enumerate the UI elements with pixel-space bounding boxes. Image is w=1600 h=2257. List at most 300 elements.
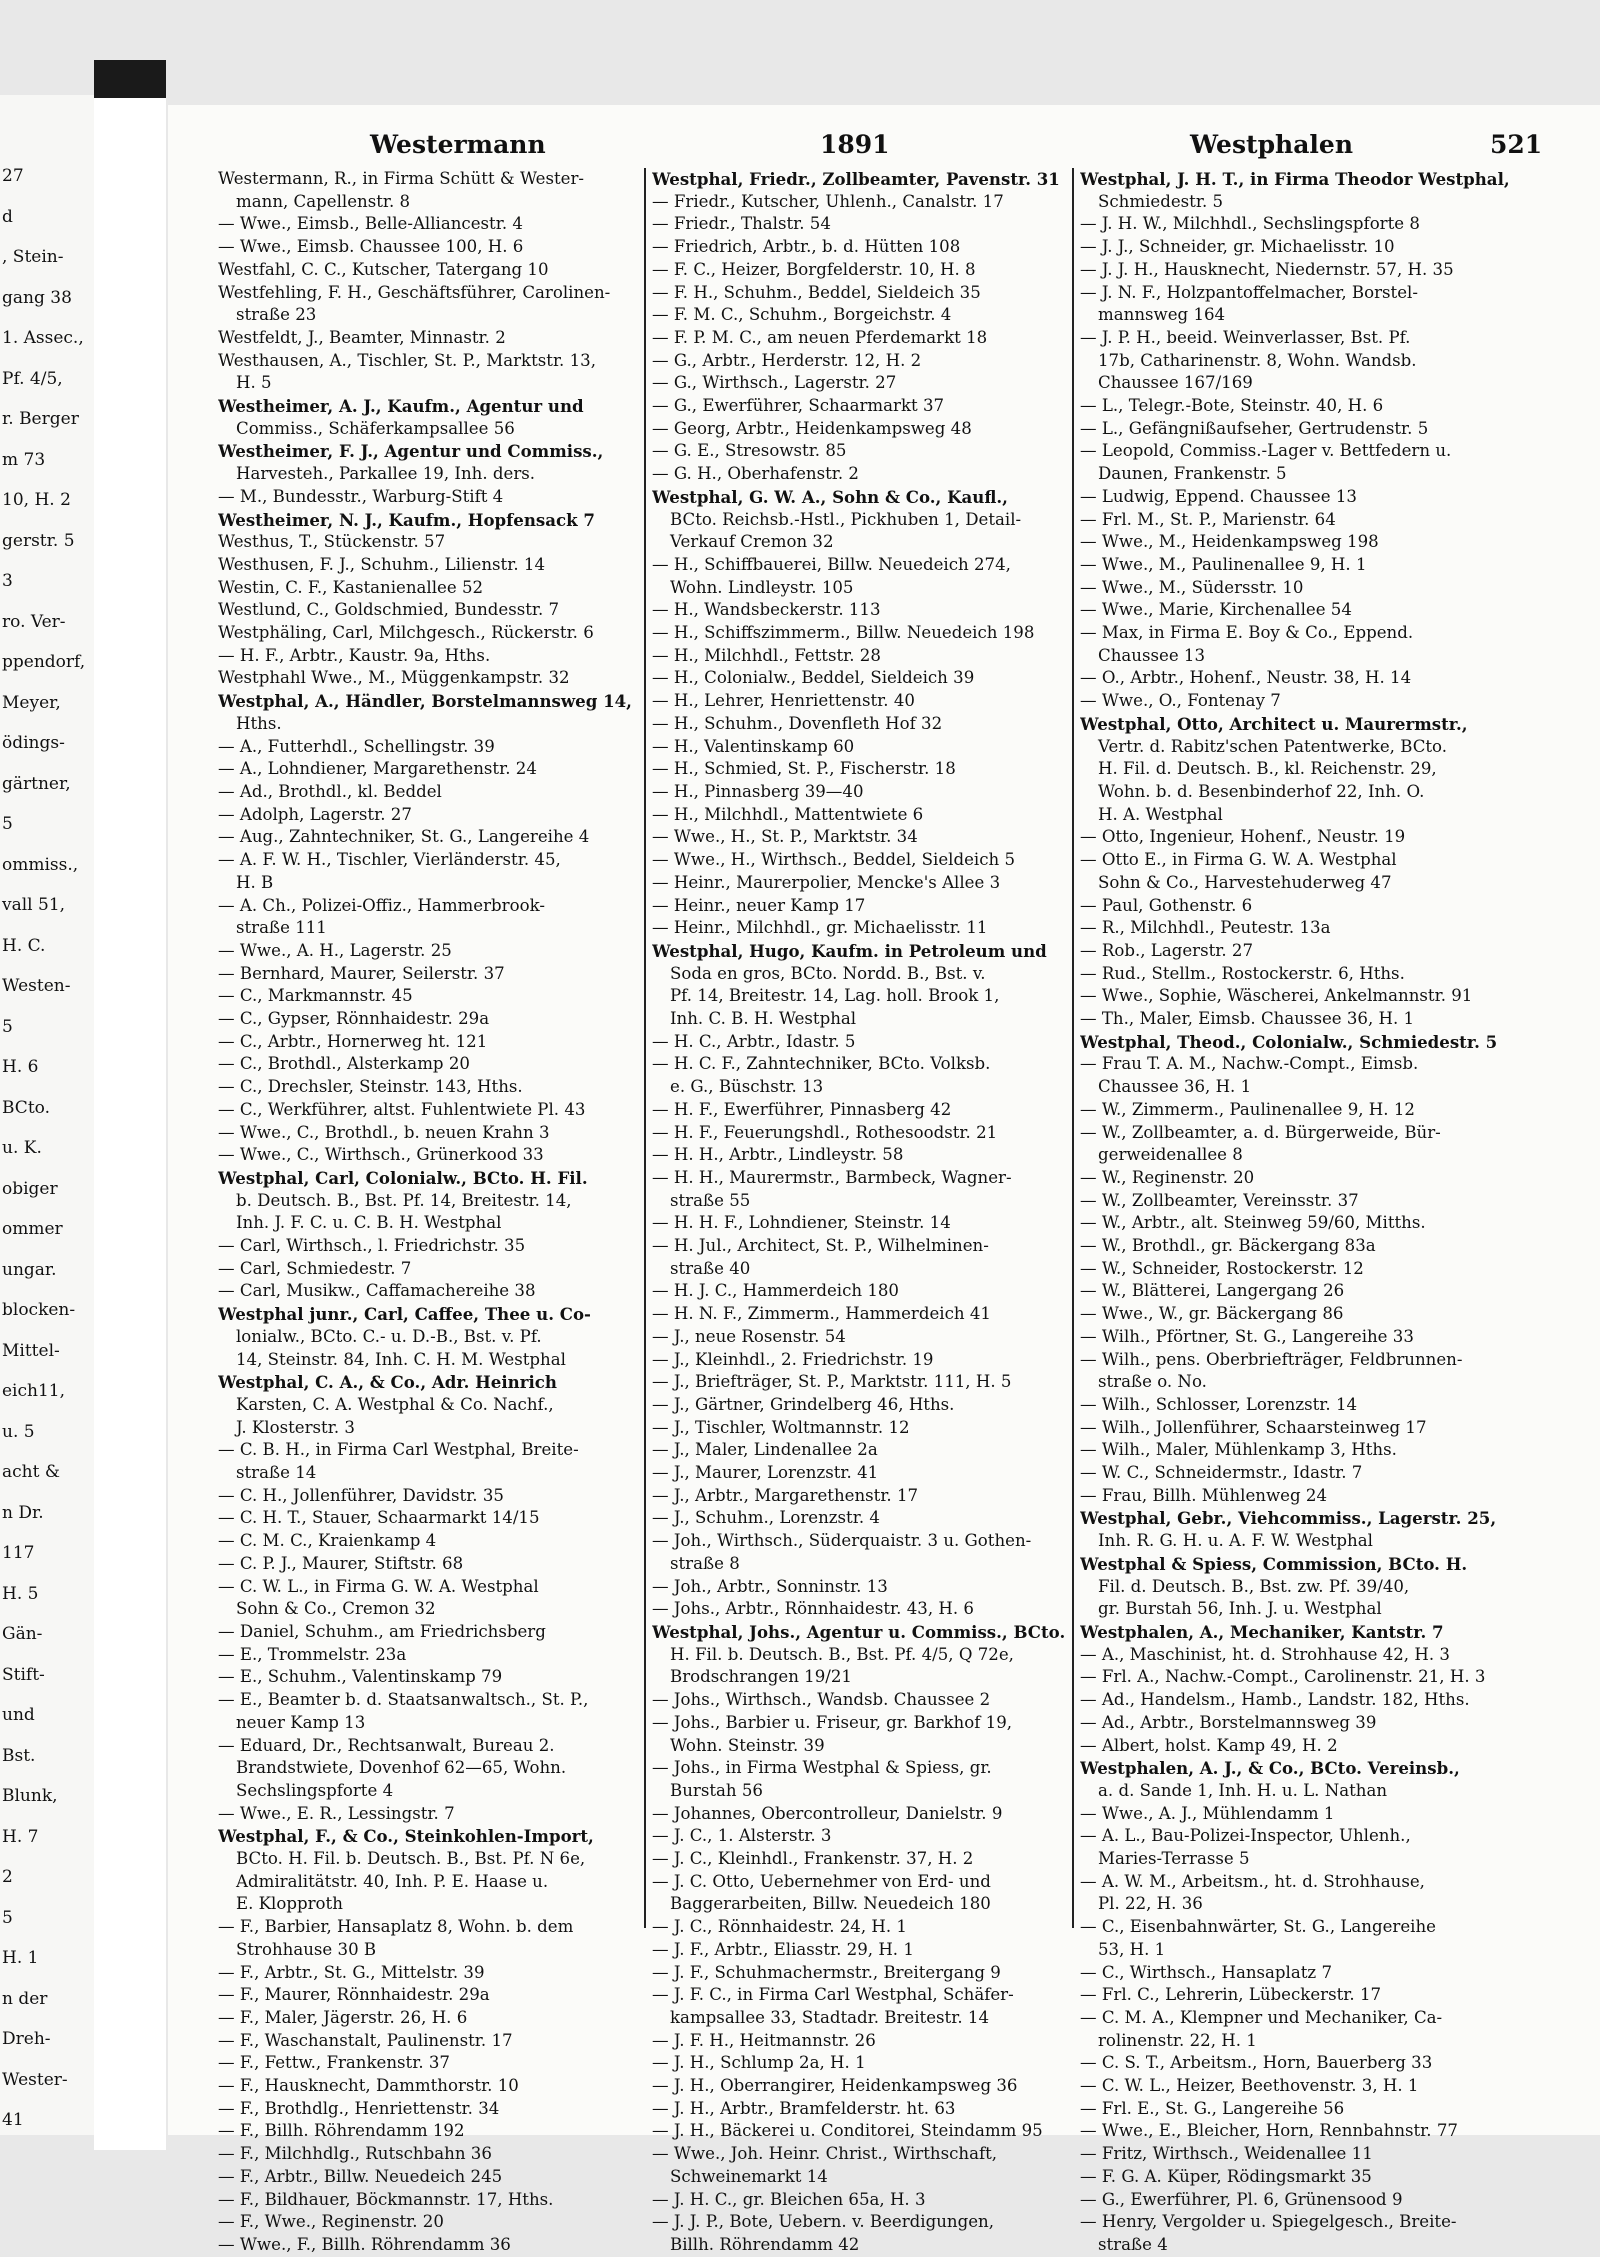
- directory-entry-line: Westphal, Gebr., Viehcommiss., Lagerstr. 25,: [1080, 1508, 1497, 1529]
- directory-entry-line: — Heinr., Maurerpolier, Mencke's Allee 3: [652, 872, 1001, 892]
- directory-entry-line: — H., Valentinskamp 60: [652, 736, 855, 756]
- left-page-text-fragment: ödings-: [2, 733, 65, 753]
- left-page-text-fragment: 10, H. 2: [2, 490, 71, 510]
- directory-entry-line: — F., Wwe., Reginenstr. 20: [218, 2212, 444, 2232]
- directory-entry-line: — Wwe., Eimsb., Belle-Alliancestr. 4: [218, 214, 523, 234]
- directory-entry-line: 14, Steinstr. 84, Inh. C. H. M. Westphal: [236, 1349, 566, 1369]
- directory-entry-line: Westphal, Johs., Agentur u. Commiss., BCto.: [652, 1622, 1066, 1642]
- directory-entry-line: — C., Markmannstr. 45: [218, 986, 413, 1006]
- directory-entry-line: — A. F. W. H., Tischler, Vierländerstr. 45,: [218, 850, 561, 870]
- directory-entry-line: — Wwe., E. R., Lessingstr. 7: [218, 1803, 455, 1823]
- directory-entry-line: — H., Milchhdl., Mattentwiete 6: [652, 804, 924, 824]
- left-page-text-fragment: Bst.: [2, 1745, 36, 1766]
- directory-entry-line: — J., Maurer, Lorenzstr. 41: [652, 1463, 879, 1483]
- directory-entry-line: Vertr. d. Rabitz'schen Patentwerke, BCto.: [1098, 736, 1448, 756]
- directory-entry-line: Westphal, Hugo, Kaufm. in Petroleum und: [652, 940, 1047, 961]
- directory-entry-line: Westphal, Carl, Colonialw., BCto. H. Fil.: [218, 1167, 588, 1188]
- left-page-text-fragment: n Dr.: [2, 1502, 44, 1523]
- directory-entry-line: Westphalen, A. J., & Co., BCto. Vereinsb.,: [1080, 1758, 1460, 1779]
- directory-entry-line: — H., Wandsbeckerstr. 113: [652, 600, 881, 620]
- directory-entry-line: — Leopold, Commiss.-Lager v. Bettfedern u.: [1080, 441, 1452, 461]
- left-page-text-fragment: 3: [2, 571, 13, 591]
- left-page-text-fragment: gerstr. 5: [2, 530, 75, 551]
- directory-entry-line: a. d. Sande 1, Inh. H. u. L. Nathan: [1098, 1780, 1388, 1800]
- directory-entry-line: Westphal, J. H. T., in Firma Theodor Westphal,: [1080, 169, 1510, 189]
- directory-entry-line: Westphal, Friedr., Zollbeamter, Pavenstr. 31: [652, 169, 1060, 189]
- directory-entry-line: Daunen, Frankenstr. 5: [1098, 464, 1287, 484]
- directory-entry-line: — Wwe., F., Billh. Röhrendamm 36: [218, 2234, 511, 2254]
- directory-entry-line: — C., Brothdl., Alsterkamp 20: [218, 1054, 470, 1074]
- header-left-catchword: Westermann: [370, 130, 546, 159]
- directory-entry-line: — H. F., Feuerungshdl., Rothesoodstr. 21: [652, 1122, 998, 1142]
- directory-entry-line: Westphal, Theod., Colonialw., Schmiedestr. 5: [1080, 1031, 1498, 1052]
- directory-entry-line: — Wilh., pens. Oberbriefträger, Feldbrunnen-: [1080, 1349, 1463, 1369]
- directory-entry-line: — Daniel, Schuhm., am Friedrichsberg: [218, 1622, 546, 1641]
- directory-entry-line: — C., Drechsler, Steinstr. 143, Hths.: [218, 1077, 523, 1097]
- directory-entry-line: 53, H. 1: [1098, 1939, 1166, 1959]
- directory-entry-line: — J. J. P., Bote, Uebern. v. Beerdigungen,: [652, 2212, 995, 2232]
- directory-entry-line: Inh. R. G. H. u. A. F. W. Westphal: [1098, 1531, 1373, 1551]
- directory-entry-line: Pl. 22, H. 36: [1098, 1894, 1203, 1914]
- directory-entry-line: — F. M. C., Schuhm., Borgeichstr. 4: [652, 305, 952, 325]
- directory-entry-line: — H., Lehrer, Henriettenstr. 40: [652, 691, 915, 711]
- directory-entry-line: — H., Schuhm., Dovenfleth Hof 32: [652, 713, 943, 733]
- directory-entry-line: — Th., Maler, Eimsb. Chaussee 36, H. 1: [1080, 1009, 1415, 1029]
- directory-entry-line: — Wwe., H., St. P., Marktstr. 34: [652, 827, 918, 847]
- directory-entry-line: — A. Ch., Polizei-Offiz., Hammerbrook-: [218, 895, 545, 915]
- left-page-text-fragment: gärtner,: [2, 773, 71, 794]
- directory-entry-line: — Paul, Gothenstr. 6: [1080, 895, 1253, 915]
- directory-entry-line: Westphahl Wwe., M., Müggenkampstr. 32: [218, 668, 570, 688]
- directory-entry-line: — F. C., Heizer, Borgfelderstr. 10, H. 8: [652, 259, 976, 279]
- directory-entry-line: straße 4: [1098, 2234, 1168, 2254]
- directory-entry-line: — Johs., in Firma Westphal & Spiess, gr.: [652, 1758, 992, 1778]
- directory-entry-line: — W., Zollbeamter, a. d. Bürgerweide, Bür-: [1080, 1122, 1441, 1142]
- directory-entry-line: — J. H., Schlump 2a, H. 1: [652, 2053, 866, 2073]
- directory-entry-line: — J. F., Arbtr., Eliasstr. 29, H. 1: [652, 1939, 914, 1959]
- directory-entry-line: — Wilh., Pförtner, St. G., Langereihe 33: [1080, 1326, 1414, 1346]
- directory-entry-line: Westphal junr., Carl, Caffee, Thee u. Co-: [218, 1304, 591, 1325]
- directory-entry-line: rolinenstr. 22, H. 1: [1098, 2030, 1257, 2050]
- directory-entry-line: Westphal, F., & Co., Steinkohlen-Import,: [218, 1826, 594, 1847]
- directory-entry-line: — Wwe., Joh. Heinr. Christ., Wirthschaft,: [652, 2144, 998, 2164]
- directory-entry-line: Westhus, T., Stückenstr. 57: [218, 532, 446, 552]
- directory-entry-line: — Adolph, Lagerstr. 27: [218, 804, 412, 824]
- directory-entry-line: — Rob., Lagerstr. 27: [1080, 940, 1254, 960]
- directory-entry-line: Sohn & Co., Harvestehuderweg 47: [1098, 872, 1392, 892]
- directory-entry-line: — Ludwig, Eppend. Chaussee 13: [1080, 486, 1357, 506]
- spine-shadow-bar: [94, 60, 166, 98]
- directory-entry-line: — Ad., Arbtr., Borstelmannsweg 39: [1080, 1712, 1377, 1732]
- left-page-text-fragment: ungar.: [2, 1259, 57, 1280]
- directory-entry-line: — G. H., Oberhafenstr. 2: [652, 464, 859, 484]
- left-page-text-fragment: 27: [2, 166, 24, 186]
- directory-entry-line: gerweidenallee 8: [1098, 1145, 1243, 1165]
- directory-entry-line: — W., Reginenstr. 20: [1080, 1167, 1255, 1187]
- directory-entry-line: Verkauf Cremon 32: [670, 532, 834, 552]
- directory-entry-line: Brodschrangen 19/21: [670, 1667, 852, 1687]
- directory-entry-line: BCto. H. Fil. b. Deutsch. B., Bst. Pf. N 6e,: [236, 1849, 586, 1869]
- left-page-text-fragment: Blunk,: [2, 1786, 58, 1806]
- directory-entry-line: Harvesteh., Parkallee 19, Inh. ders.: [236, 464, 536, 484]
- directory-entry-line: — J., Maler, Lindenallee 2a: [652, 1440, 878, 1460]
- directory-entry-line: Westhusen, F. J., Schuhm., Lilienstr. 14: [218, 554, 546, 574]
- directory-entry-line: — W., Zimmerm., Paulinenallee 9, H. 12: [1080, 1099, 1415, 1119]
- directory-entry-line: — Johs., Barbier u. Friseur, gr. Barkhof 19,: [652, 1712, 1013, 1732]
- directory-entry-line: — Wwe., M., Paulinenallee 9, H. 1: [1080, 554, 1367, 574]
- directory-entry-line: straße 23: [236, 305, 317, 325]
- directory-entry-line: — Wwe., Sophie, Wäscherei, Ankelmannstr. 91: [1080, 986, 1473, 1006]
- directory-entry-line: b. Deutsch. B., Bst. Pf. 14, Breitestr. 14,: [236, 1190, 572, 1210]
- directory-entry-line: — H. N. F., Zimmerm., Hammerdeich 41: [652, 1304, 991, 1324]
- directory-entry-line: — F., Brothdlg., Henriettenstr. 34: [218, 2098, 500, 2118]
- directory-entry-line: — E., Schuhm., Valentinskamp 79: [218, 1667, 503, 1687]
- directory-entry-line: — F. H., Schuhm., Beddel, Sieldeich 35: [652, 282, 981, 302]
- directory-entry-line: Baggerarbeiten, Billw. Neuedeich 180: [670, 1894, 991, 1914]
- left-page-text-fragment: acht &: [2, 1462, 60, 1482]
- directory-entry-line: — E., Beamter b. d. Staatsanwaltsch., St. P.,: [218, 1690, 589, 1710]
- directory-entry-line: — Wwe., O., Fontenay 7: [1080, 691, 1281, 711]
- directory-entry-line: — J., Arbtr., Margarethenstr. 17: [652, 1485, 919, 1505]
- directory-entry-line: — C. P. J., Maurer, Stiftstr. 68: [218, 1553, 464, 1573]
- directory-entry-line: Sohn & Co., Cremon 32: [236, 1599, 436, 1619]
- directory-entry-line: Sechslingspforte 4: [236, 1780, 394, 1800]
- directory-entry-line: — Fritz, Wirthsch., Weidenallee 11: [1080, 2144, 1373, 2164]
- directory-entry-line: H. Fil. b. Deutsch. B., Bst. Pf. 4/5, Q 72e,: [670, 1644, 1014, 1664]
- directory-entry-line: — O., Arbtr., Hohenf., Neustr. 38, H. 14: [1080, 668, 1412, 688]
- left-page-text-fragment: eich11,: [2, 1381, 66, 1401]
- header-right-catchword: Westphalen: [1190, 130, 1354, 159]
- directory-entry-line: Admiralitätstr. 40, Inh. P. E. Haase u.: [236, 1871, 549, 1891]
- left-page-text-fragment: gang 38: [2, 287, 72, 308]
- directory-entry-line: straße 8: [670, 1553, 740, 1573]
- left-page-text-fragment: , Stein-: [2, 247, 64, 267]
- directory-entry-line: — W., Schneider, Rostockerstr. 12: [1080, 1258, 1364, 1278]
- directory-entry-line: Billh. Röhrendamm 42: [670, 2234, 860, 2254]
- left-page-text-fragment: BCto.: [2, 1097, 50, 1118]
- directory-entry-line: — Johs., Wirthsch., Wandsb. Chaussee 2: [652, 1690, 991, 1710]
- directory-entry-line: Westfahl, C. C., Kutscher, Tatergang 10: [218, 259, 549, 279]
- left-page-text-fragment: obiger: [2, 1178, 58, 1199]
- directory-entry-line: — C. H., Jollenführer, Davidstr. 35: [218, 1485, 504, 1505]
- directory-entry-line: — F., Barbier, Hansaplatz 8, Wohn. b. dem: [218, 1917, 574, 1937]
- directory-entry-line: — G., Arbtr., Herderstr. 12, H. 2: [652, 350, 922, 370]
- directory-entry-line: H. Fil. d. Deutsch. B., kl. Reichenstr. 29,: [1098, 759, 1437, 779]
- directory-entry-line: — A. W. M., Arbeitsm., ht. d. Strohhause,: [1080, 1871, 1425, 1891]
- directory-entry-line: — F., Waschanstalt, Paulinenstr. 17: [218, 2030, 513, 2050]
- directory-entry-line: — Ad., Brothdl., kl. Beddel: [218, 781, 442, 801]
- directory-entry-line: — Wwe., M., Südersstr. 10: [1080, 577, 1304, 597]
- directory-entry-line: mannsweg 164: [1098, 305, 1226, 325]
- directory-entry-line: — Wilh., Maler, Mühlenkamp 3, Hths.: [1080, 1440, 1397, 1460]
- directory-entry-line: Westphal, C. A., & Co., Adr. Heinrich: [218, 1372, 557, 1393]
- directory-entry-line: — H., Schiffszimmerm., Billw. Neuedeich 198: [652, 623, 1035, 643]
- directory-entry-line: — Otto E., in Firma G. W. A. Westphal: [1080, 850, 1397, 870]
- directory-entry-line: — Wwe., C., Brothdl., b. neuen Krahn 3: [218, 1122, 550, 1142]
- column-rule-2: [1072, 168, 1074, 1928]
- directory-entry-line: — Frl. M., St. P., Marienstr. 64: [1080, 509, 1336, 529]
- directory-entry-line: — J. J. H., Hausknecht, Niedernstr. 57, H. 35: [1080, 259, 1454, 279]
- directory-entry-line: Maries-Terrasse 5: [1098, 1849, 1250, 1869]
- directory-entry-line: — F., Maler, Jägerstr. 26, H. 6: [218, 2007, 468, 2027]
- directory-entry-line: — J. C., Kleinhdl., Frankenstr. 37, H. 2: [652, 1849, 974, 1869]
- directory-entry-line: — J. H., Arbtr., Bramfelderstr. ht. 63: [652, 2098, 956, 2118]
- directory-entry-line: — Carl, Schmiedestr. 7: [218, 1258, 412, 1278]
- directory-entry-line: Pf. 14, Breitestr. 14, Lag. holl. Brook 1,: [670, 986, 1000, 1006]
- directory-entry-line: e. G., Büschstr. 13: [670, 1077, 824, 1097]
- directory-entry-line: — J. F. C., in Firma Carl Westphal, Schäfer-: [652, 1985, 1014, 2005]
- directory-entry-line: straße o. No.: [1098, 1372, 1207, 1392]
- directory-entry-line: Schweinemarkt 14: [670, 2166, 828, 2186]
- directory-entry-line: — Bernhard, Maurer, Seilerstr. 37: [218, 963, 505, 983]
- directory-entry-line: — Wwe., A. H., Lagerstr. 25: [218, 940, 452, 960]
- directory-entry-line: — H., Schiffbauerei, Billw. Neuedeich 274,: [652, 554, 1011, 574]
- directory-entry-line: Westphal, A., Händler, Borstelmannsweg 14,: [218, 691, 632, 712]
- directory-entry-line: — F., Fettw., Frankenstr. 37: [218, 2053, 450, 2073]
- directory-entry-line: 17b, Catharinenstr. 8, Wohn. Wandsb.: [1098, 350, 1417, 370]
- directory-entry-line: Wohn. Steinstr. 39: [670, 1735, 825, 1755]
- directory-entry-line: BCto. Reichsb.-Hstl., Pickhuben 1, Detail-: [670, 509, 1022, 529]
- left-page-text-fragment: m 73: [2, 449, 46, 470]
- directory-entry-line: straße 40: [670, 1258, 751, 1278]
- directory-column-1: [218, 168, 640, 2257]
- directory-column-2: [652, 168, 1070, 2257]
- directory-entry-line: — H. C. F., Zahntechniker, BCto. Volksb.: [652, 1054, 991, 1074]
- directory-entry-line: — F., Milchhdlg., Rutschbahn 36: [218, 2144, 492, 2164]
- directory-entry-line: — J. F., Schuhmachermstr., Breitergang 9: [652, 1962, 1001, 1982]
- left-page-text-fragment: H. 6: [2, 1057, 39, 1077]
- directory-entry-line: Westfehling, F. H., Geschäftsführer, Carolinen-: [218, 282, 611, 302]
- directory-entry-line: — Ad., Handelsm., Hamb., Landstr. 182, Hths.: [1080, 1690, 1470, 1710]
- left-page-text-fragment: 1. Assec.,: [2, 328, 84, 348]
- directory-entry-line: — F., Hausknecht, Dammthorstr. 10: [218, 2076, 519, 2096]
- directory-entry-line: — H. F., Arbtr., Kaustr. 9a, Hths.: [218, 645, 491, 665]
- directory-entry-line: — Frau, Billh. Mühlenweg 24: [1080, 1485, 1328, 1505]
- left-page-text-fragment: H. 1: [2, 1948, 39, 1968]
- directory-entry-line: Fil. d. Deutsch. B., Bst. zw. Pf. 39/40,: [1098, 1576, 1410, 1596]
- directory-entry-line: straße 111: [236, 918, 327, 938]
- directory-entry-line: — C., Eisenbahnwärter, St. G., Langereihe: [1080, 1917, 1436, 1937]
- directory-entry-line: Westfeldt, J., Beamter, Minnastr. 2: [218, 327, 506, 347]
- directory-entry-line: — Wwe., C., Wirthsch., Grünerkood 33: [218, 1145, 544, 1165]
- directory-entry-line: — Otto, Ingenieur, Hohenf., Neustr. 19: [1080, 827, 1406, 847]
- left-page-text-fragment: u. 5: [2, 1421, 35, 1442]
- directory-entry-line: Burstah 56: [670, 1780, 763, 1800]
- directory-entry-line: Brandstwiete, Dovenhof 62—65, Wohn.: [236, 1758, 567, 1778]
- left-page-text-fragment: Gän-: [2, 1624, 43, 1644]
- directory-entry-line: — H. F., Ewerführer, Pinnasberg 42: [652, 1099, 952, 1119]
- directory-entry-line: — J., Briefträger, St. P., Marktstr. 111, H. 5: [652, 1372, 1012, 1392]
- directory-entry-line: — J., neue Rosenstr. 54: [652, 1326, 846, 1346]
- directory-entry-line: Westphäling, Carl, Milchgesch., Rückerstr. 6: [218, 623, 594, 643]
- directory-entry-line: — Friedr., Thalstr. 54: [652, 214, 831, 234]
- left-page-text-fragment: Stift-: [2, 1664, 45, 1685]
- directory-entry-line: — Aug., Zahntechniker, St. G., Langereihe 4: [218, 827, 590, 847]
- directory-entry-line: — J. C., 1. Alsterstr. 3: [652, 1826, 832, 1846]
- directory-entry-line: — Wwe., W., gr. Bäckergang 86: [1080, 1304, 1344, 1324]
- directory-entry-line: — H., Pinnasberg 39—40: [652, 781, 864, 801]
- directory-entry-line: — C. B. H., in Firma Carl Westphal, Breite-: [218, 1440, 579, 1460]
- directory-entry-line: — F. P. M. C., am neuen Pferdemarkt 18: [652, 327, 988, 347]
- directory-entry-line: — Wwe., Eimsb. Chaussee 100, H. 6: [218, 237, 524, 257]
- directory-entry-line: Westheimer, A. J., Kaufm., Agentur und: [218, 396, 584, 417]
- directory-entry-line: — J. P. H., beeid. Weinverlasser, Bst. Pf.: [1080, 327, 1411, 347]
- directory-entry-line: — Heinr., neuer Kamp 17: [652, 895, 866, 915]
- directory-column-3: [1080, 168, 1516, 2257]
- directory-entry-line: — J., Schuhm., Lorenzstr. 4: [652, 1508, 880, 1528]
- directory-entry-line: — Friedr., Kutscher, Uhlenh., Canalstr. 17: [652, 191, 1004, 211]
- directory-entry-line: — J. H., Oberrangirer, Heidenkampsweg 36: [652, 2076, 1018, 2096]
- directory-entry-line: — A. L., Bau-Polizei-Inspector, Uhlenh.,: [1080, 1826, 1411, 1846]
- directory-entry-line: — F., Arbtr., Billw. Neuedeich 245: [218, 2166, 503, 2186]
- directory-entry-line: — H. J. C., Hammerdeich 180: [652, 1281, 899, 1301]
- directory-entry-line: — W., Brothdl., gr. Bäckergang 83a: [1080, 1236, 1376, 1256]
- directory-entry-line: — G., Ewerführer, Schaarmarkt 37: [652, 396, 945, 416]
- directory-entry-line: straße 55: [670, 1190, 751, 1210]
- directory-entry-line: — G. E., Stresowstr. 85: [652, 441, 847, 461]
- left-page-text-fragment: H. 5: [2, 1583, 39, 1604]
- directory-entry-line: — C. M. A., Klempner und Mechaniker, Ca-: [1080, 2007, 1443, 2027]
- directory-entry-line: — Johannes, Obercontrolleur, Danielstr. 9: [652, 1803, 1003, 1823]
- directory-entry-line: Westermann, R., in Firma Schütt & Wester-: [218, 169, 585, 188]
- directory-entry-line: Hths.: [236, 713, 282, 733]
- directory-entry-line: — F. G. A. Küper, Rödingsmarkt 35: [1080, 2166, 1372, 2186]
- directory-entry-line: — J. C., Rönnhaidestr. 24, H. 1: [652, 1917, 907, 1937]
- left-page-text-fragment: vall 51,: [2, 895, 66, 915]
- directory-entry-line: — Joh., Arbtr., Sonninstr. 13: [652, 1576, 888, 1596]
- directory-entry-line: Strohhause 30 B: [236, 1939, 377, 1959]
- directory-entry-line: — C. M. C., Kraienkamp 4: [218, 1531, 437, 1551]
- directory-entry-line: — Frl. E., St. G., Langereihe 56: [1080, 2098, 1345, 2118]
- directory-entry-line: — W., Arbtr., alt. Steinweg 59/60, Mitths.: [1080, 1213, 1426, 1233]
- left-page-text-fragment: Westen-: [2, 976, 71, 996]
- left-page-text-fragment: ommer: [2, 1219, 63, 1239]
- left-page-text-fragment: 41: [2, 2110, 24, 2130]
- directory-entry-line: — R., Milchhdl., Peutestr. 13a: [1080, 918, 1331, 938]
- left-page-text-fragment: Dreh-: [2, 2029, 51, 2049]
- directory-entry-line: — Wwe., Marie, Kirchenallee 54: [1080, 600, 1352, 620]
- directory-entry-line: — M., Bundesstr., Warburg-Stift 4: [218, 486, 504, 506]
- directory-entry-line: Commiss., Schäferkampsallee 56: [236, 418, 515, 438]
- directory-entry-line: mann, Capellenstr. 8: [236, 191, 411, 211]
- directory-entry-line: — Wilh., Jollenführer, Schaarsteinweg 17: [1080, 1417, 1427, 1437]
- directory-entry-line: — J. N. F., Holzpantoffelmacher, Borstel-: [1080, 282, 1418, 302]
- directory-entry-line: — Wwe., H., Wirthsch., Beddel, Sieldeich 5: [652, 850, 1016, 870]
- directory-entry-line: — Wilh., Schlosser, Lorenzstr. 14: [1080, 1394, 1358, 1414]
- left-page-text-fragment: H. 7: [2, 1826, 39, 1847]
- left-page-text-fragment: u. K.: [2, 1138, 42, 1158]
- directory-entry-line: — H., Milchhdl., Fettstr. 28: [652, 645, 881, 665]
- directory-entry-line: Wohn. b. d. Besenbinderhof 22, Inh. O.: [1098, 781, 1425, 801]
- directory-entry-line: neuer Kamp 13: [236, 1712, 366, 1732]
- directory-entry-line: Westhausen, A., Tischler, St. P., Marktstr. 13,: [218, 350, 596, 370]
- directory-entry-line: straße 14: [236, 1463, 317, 1483]
- directory-entry-line: — Wwe., M., Heidenkampsweg 198: [1080, 532, 1379, 552]
- directory-entry-line: — Henry, Vergolder u. Spiegelgesch., Breite-: [1080, 2212, 1457, 2232]
- left-page-text-fragment: 5: [2, 1016, 13, 1037]
- directory-entry-line: — G., Wirthsch., Lagerstr. 27: [652, 373, 897, 393]
- directory-entry-line: Schmiedestr. 5: [1098, 191, 1224, 211]
- directory-entry-line: — F., Arbtr., St. G., Mittelstr. 39: [218, 1962, 485, 1982]
- left-page-text-fragment: 117: [2, 1543, 35, 1563]
- left-page-text-fragment: blocken-: [2, 1300, 76, 1320]
- page-number: 521: [1490, 130, 1543, 159]
- directory-entry-line: Westin, C. F., Kastanienallee 52: [218, 577, 484, 597]
- directory-entry-line: — C. H. T., Stauer, Schaarmarkt 14/15: [218, 1508, 540, 1528]
- directory-entry-line: — Georg, Arbtr., Heidenkampsweg 48: [652, 418, 972, 438]
- directory-entry-line: kampsallee 33, Stadtadr. Breitestr. 14: [670, 2007, 989, 2027]
- directory-entry-line: Westphal & Spiess, Commission, BCto. H.: [1080, 1553, 1468, 1574]
- directory-entry-line: — J. F. H., Heitmannstr. 26: [652, 2030, 876, 2050]
- directory-entry-line: — Joh., Wirthsch., Süderquaistr. 3 u. Gothen-: [652, 1531, 1032, 1551]
- directory-entry-line: — A., Lohndiener, Margarethenstr. 24: [218, 759, 537, 779]
- directory-entry-line: Chaussee 167/169: [1098, 373, 1253, 393]
- directory-entry-line: — Wwe., E., Bleicher, Horn, Rennbahnstr. 77: [1080, 2121, 1458, 2141]
- directory-entry-line: — H. H. F., Lohndiener, Steinstr. 14: [652, 1213, 951, 1233]
- directory-entry-line: — L., Gefängnißaufseher, Gertrudenstr. 5: [1080, 418, 1429, 438]
- directory-entry-line: — H., Colonialw., Beddel, Sieldeich 39: [652, 668, 975, 688]
- left-page-text-fragment: n der: [2, 1988, 48, 2009]
- directory-entry-line: — L., Telegr.-Bote, Steinstr. 40, H. 6: [1080, 396, 1384, 416]
- directory-entry-line: — H. H., Arbtr., Lindleystr. 58: [652, 1145, 904, 1165]
- directory-entry-line: — H., Schmied, St. P., Fischerstr. 18: [652, 759, 956, 779]
- directory-entry-line: — Carl, Wirthsch., l. Friedrichstr. 35: [218, 1236, 526, 1256]
- left-page-text-fragment: H. C.: [2, 935, 46, 956]
- directory-entry-line: — Carl, Musikw., Caffamachereihe 38: [218, 1281, 536, 1301]
- directory-entry-line: — J. H., Bäckerei u. Conditorei, Steindamm 95: [652, 2121, 1043, 2141]
- directory-entry-line: — F., Maurer, Rönnhaidestr. 29a: [218, 1985, 490, 2005]
- directory-entry-line: — A., Futterhdl., Schellingstr. 39: [218, 736, 495, 756]
- directory-entry-line: — J. H. C., gr. Bleichen 65a, H. 3: [652, 2189, 926, 2209]
- directory-entry-line: Westphalen, A., Mechaniker, Kantstr. 7: [1080, 1622, 1444, 1642]
- directory-entry-line: — Frl. A., Nachw.-Compt., Carolinenstr. 21, H. 3: [1080, 1667, 1486, 1687]
- directory-entry-line: — C., Wirthsch., Hansaplatz 7: [1080, 1962, 1333, 1982]
- directory-entry-line: — Friedrich, Arbtr., b. d. Hütten 108: [652, 237, 961, 257]
- directory-entry-line: — J., Tischler, Woltmannstr. 12: [652, 1417, 910, 1437]
- directory-entry-line: — Rud., Stellm., Rostockerstr. 6, Hths.: [1080, 963, 1405, 983]
- directory-entry-line: — H. Jul., Architect, St. P., Wilhelminen-: [652, 1236, 989, 1256]
- directory-entry-line: — J. J., Schneider, gr. Michaelisstr. 10: [1080, 237, 1395, 257]
- directory-entry-line: Inh. J. F. C. u. C. B. H. Westphal: [236, 1213, 502, 1233]
- directory-entry-line: — Heinr., Milchhdl., gr. Michaelisstr. 11: [652, 918, 988, 938]
- directory-entry-line: E. Klopproth: [236, 1894, 343, 1914]
- directory-entry-line: — W., Blätterei, Langergang 26: [1080, 1281, 1345, 1301]
- directory-entry-line: — C., Arbtr., Hornerweg ht. 121: [218, 1031, 488, 1051]
- directory-entry-line: Westphal, Otto, Architect u. Maurermstr.,: [1080, 713, 1468, 734]
- directory-entry-line: Inh. C. B. H. Westphal: [670, 1009, 857, 1029]
- left-page-text-fragment: ommiss.,: [2, 854, 79, 875]
- directory-entry-line: Westlund, C., Goldschmied, Bundesstr. 7: [218, 600, 560, 620]
- left-page-text-fragment: und: [2, 1705, 35, 1725]
- directory-entry-line: — H. C., Arbtr., Idastr. 5: [652, 1031, 856, 1051]
- left-page-text-fragment: 2: [2, 1867, 13, 1887]
- directory-entry-line: — C., Gypser, Rönnhaidestr. 29a: [218, 1009, 490, 1029]
- left-page-text-fragment: r. Berger: [2, 409, 79, 429]
- column-rule-1: [644, 168, 646, 1928]
- left-page-text-fragment: Meyer,: [2, 692, 61, 713]
- directory-entry-line: H. A. Westphal: [1098, 804, 1223, 824]
- directory-entry-line: gr. Burstah 56, Inh. J. u. Westphal: [1098, 1599, 1382, 1619]
- directory-entry-line: Westheimer, N. J., Kaufm., Hopfensack 7: [218, 509, 595, 530]
- directory-entry-line: Soda en gros, BCto. Nordd. B., Bst. v.: [670, 963, 986, 983]
- directory-entry-line: — J. H. W., Milchhdl., Sechslingspforte 8: [1080, 214, 1420, 234]
- left-page-text-fragment: Pf. 4/5,: [2, 368, 63, 389]
- directory-entry-line: — C. W. L., Heizer, Beethovenstr. 3, H. 1: [1080, 2076, 1419, 2096]
- directory-entry-line: — Albert, holst. Kamp 49, H. 2: [1080, 1735, 1338, 1755]
- directory-entry-line: — C. W. L., in Firma G. W. A. Westphal: [218, 1576, 539, 1596]
- left-page-text-fragment: 5: [2, 814, 13, 834]
- directory-entry-line: Chaussee 13: [1098, 645, 1206, 665]
